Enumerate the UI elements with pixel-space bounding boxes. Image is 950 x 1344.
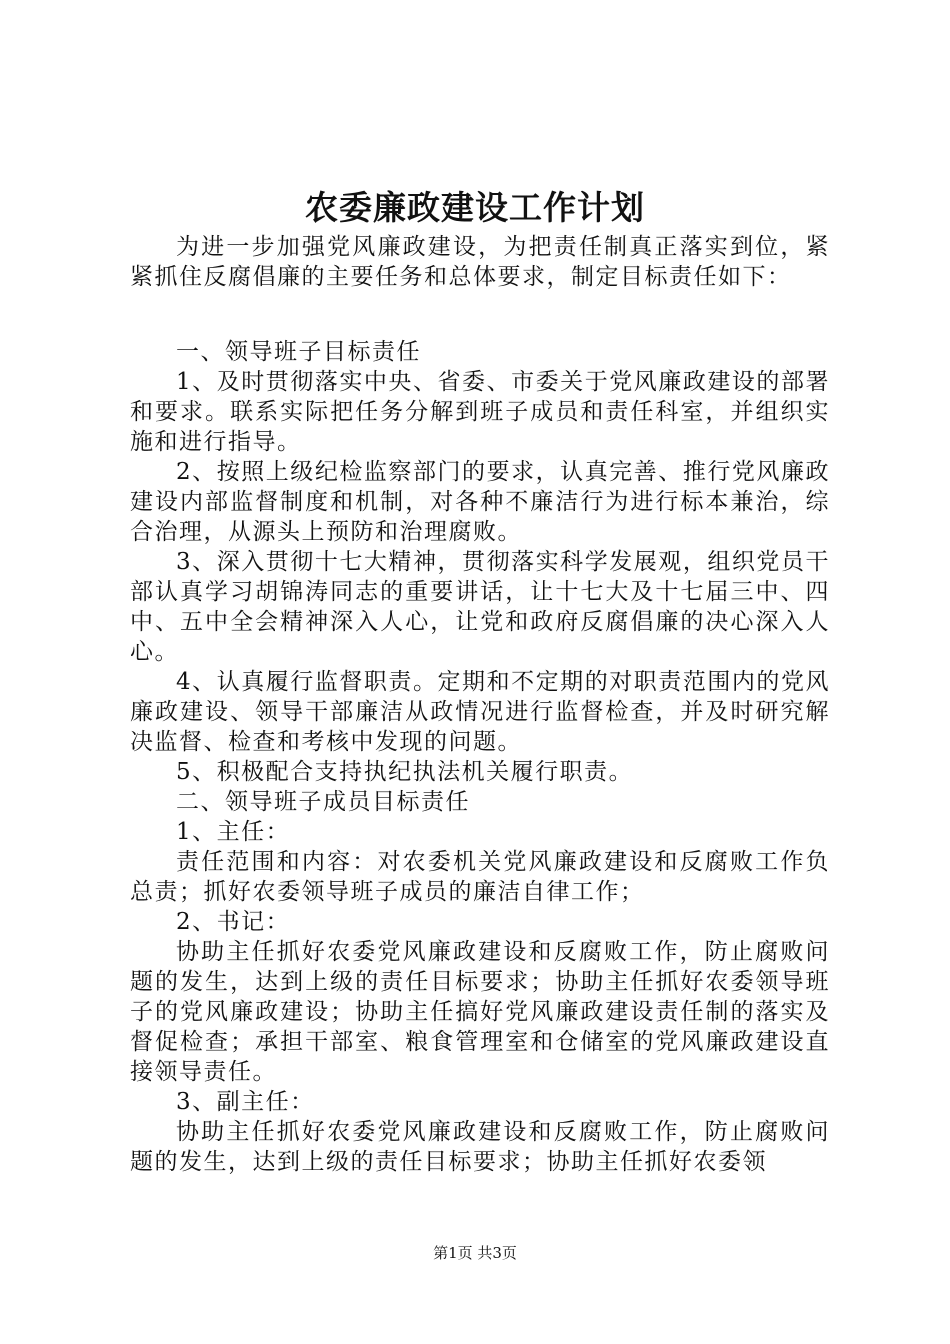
role-heading-secretary: 2、书记： xyxy=(176,909,291,935)
paragraph-item-3: 3、深入贯彻十七大精神，贯彻落实科学发展观，组织党员干部认真学习胡锦涛同志的重要讲话，让十七大及十七届三中、四中、五中全会精神深入人心，让党和政府反腐倡廉的决心深入人心。 xyxy=(130,549,830,665)
paragraph-item-2: 2、按照上级纪检监察部门的要求，认真完善、推行党风廉政建设内部监督制度和机制，对各种不廉洁行为进行标本兼治，综合治理，从源头上预防和治理腐败。 xyxy=(130,459,830,545)
role-body-secretary: 协助主任抓好农委党风廉政建设和反腐败工作，防止腐败问题的发生，达到上级的责任目标要求；协助主任抓好农委领导班子的党风廉政建设；协助主任搞好党风廉政建设责任制的落实及督促检查；承担干部室、粮食管理室和仓储室的党风廉政建设直接领导责任。 xyxy=(130,939,830,1085)
intro-paragraph: 为进一步加强党风廉政建设，为把责任制真正落实到位，紧紧抓住反腐倡廉的主要任务和总体要求，制定目标责任如下： xyxy=(130,234,830,290)
paragraph-item-4: 4、认真履行监督职责。定期和不定期的对职责范围内的党风廉政建设、领导干部廉洁从政情况进行监督检查，并及时研究解决监督、检查和考核中发现的问题。 xyxy=(130,669,830,755)
paragraph-gap xyxy=(130,292,830,337)
role-heading-director: 1、主任： xyxy=(176,819,291,845)
role-heading-deputy: 3、副主任： xyxy=(176,1089,315,1115)
paragraph-item-1: 1、及时贯彻落实中央、省委、市委关于党风廉政建设的部署和要求。联系实际把任务分解到班子成员和责任科室，并组织实施和进行指导。 xyxy=(130,369,830,455)
paragraph-item-5: 5、积极配合支持执纪执法机关履行职责。 xyxy=(176,759,634,785)
role-body-deputy: 协助主任抓好农委党风廉政建设和反腐败工作，防止腐败问题的发生，达到上级的责任目标要求；协助主任抓好农委领 xyxy=(130,1119,830,1175)
role-body-director: 责任范围和内容：对农委机关党风廉政建设和反腐败工作负总责；抓好农委领导班子成员的廉洁自律工作； xyxy=(130,849,830,905)
section-heading-2: 二、领导班子成员目标责任 xyxy=(176,789,470,815)
document-title: 农委廉政建设工作计划 xyxy=(305,188,645,227)
page-number-footer: 第1页 共3页 xyxy=(433,1244,517,1262)
section-heading-1: 一、领导班子目标责任 xyxy=(176,339,421,365)
document-body xyxy=(130,232,830,1177)
